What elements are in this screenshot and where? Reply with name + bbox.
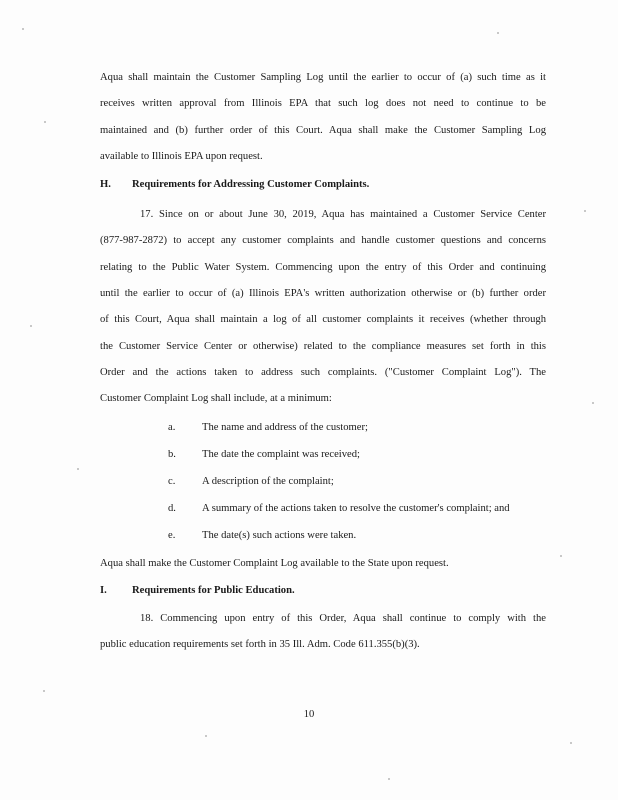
list-marker: d. <box>168 503 176 514</box>
section-i-heading <box>100 584 546 597</box>
scan-speck <box>43 690 45 692</box>
text-line: Aqua shall make the Customer Complaint Log available to the State upon request. <box>100 558 449 569</box>
scan-speck <box>584 210 586 212</box>
text-line: relating to the Public Water System. Commencing upon the entry of this Order and continuing <box>100 262 546 273</box>
text-line: Aqua shall maintain the Customer Sampling Log until the earlier to occur of (a) such time as it <box>100 72 546 83</box>
list-text: The date(s) such actions were taken. <box>202 530 357 541</box>
list-text: The date the complaint was received; <box>202 449 360 460</box>
scan-speck <box>592 402 594 404</box>
section-i-letter: I. <box>100 585 107 596</box>
scan-speck <box>497 32 499 34</box>
text-line: Customer Complaint Log shall include, at a minimum: <box>100 393 332 404</box>
scan-speck <box>30 325 32 327</box>
text-line: (877-987-2872) to accept any customer complaints and handle customer questions and concerns <box>100 235 546 246</box>
text-line: available to Illinois EPA upon request. <box>100 151 263 162</box>
scan-speck <box>205 735 207 737</box>
text-line: 18. Commencing upon entry of this Order, Aqua shall continue to comply with the <box>140 613 546 624</box>
text-line: of this Court, Aqua shall maintain a log of all customer complaints it receives (whether through <box>100 314 546 325</box>
section-h-title: Requirements for Addressing Customer Complaints. <box>132 179 370 190</box>
text-line: maintained and (b) further order of this Court. Aqua shall make the Customer Sampling Log <box>100 125 546 136</box>
list-marker: c. <box>168 476 176 487</box>
list-text: The name and address of the customer; <box>202 422 368 433</box>
section-h-letter: H. <box>100 179 111 190</box>
text-line: 17. Since on or about June 30, 2019, Aqua has maintained a Customer Service Center <box>140 209 546 220</box>
scan-speck <box>44 121 46 123</box>
section-i-title: Requirements for Public Education. <box>132 585 295 596</box>
page-number: 10 <box>303 709 315 720</box>
scan-speck <box>22 28 24 30</box>
list-marker: b. <box>168 449 176 460</box>
scan-speck <box>570 742 572 744</box>
scan-speck <box>77 468 79 470</box>
text-line: until the earlier to occur of (a) Illinois EPA's written authorization otherwise or (b) further order <box>100 288 546 299</box>
section-h-heading <box>100 178 546 191</box>
list-text: A description of the complaint; <box>202 476 334 487</box>
list-marker: a. <box>168 422 176 433</box>
scan-speck <box>388 778 390 780</box>
text-line: the Customer Service Center or otherwise) related to the compliance measures set forth in this <box>100 341 546 352</box>
text-line: public education requirements set forth in 35 Ill. Adm. Code 611.355(b)(3). <box>100 639 420 650</box>
text-line: Order and the actions taken to address such complaints. ("Customer Complaint Log"). The <box>100 367 546 378</box>
scan-speck <box>560 555 562 557</box>
list-marker: e. <box>168 530 176 541</box>
list-text: A summary of the actions taken to resolve the customer's complaint; and <box>202 503 510 514</box>
text-line: receives written approval from Illinois EPA that such log does not need to continue to be <box>100 98 546 109</box>
